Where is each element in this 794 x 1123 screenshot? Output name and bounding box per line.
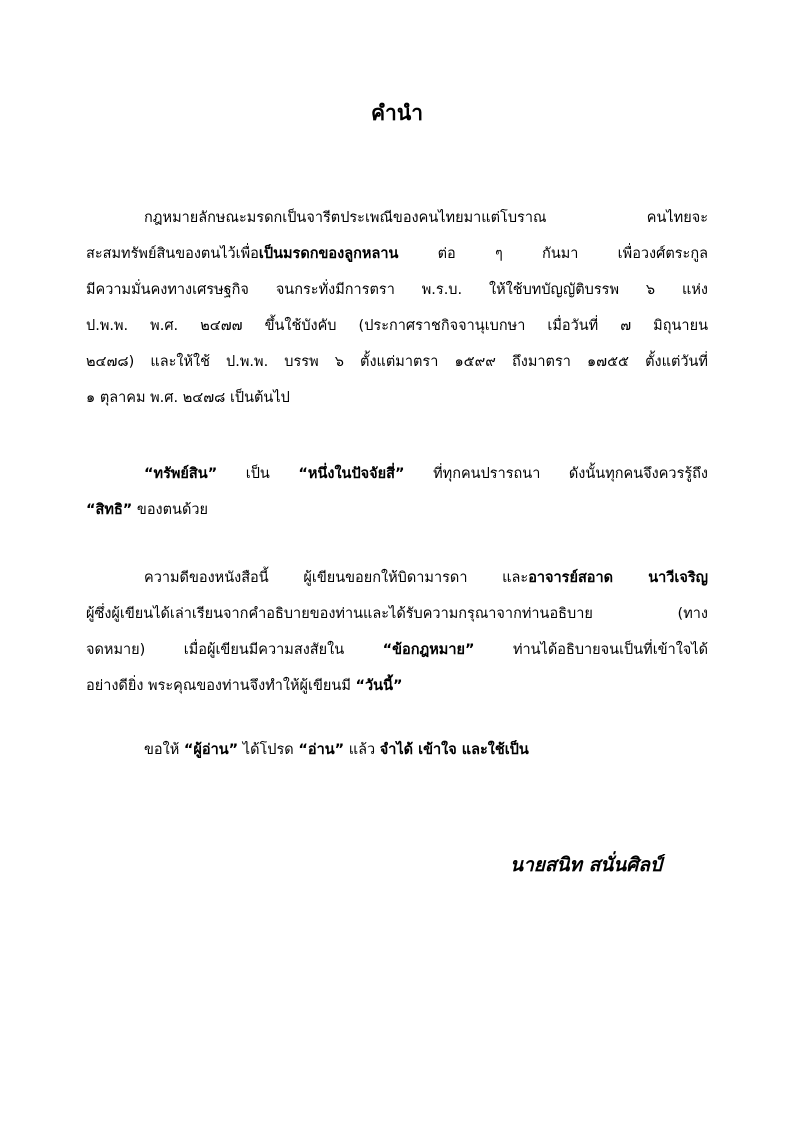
paragraph-property [86,456,708,528]
closing-bold-read: “อ่าน” [298,742,345,758]
intro-line-2-bold: เป็นมรดกของลูกหลาน [258,246,399,262]
ack-text-4a: อย่างดียิ่ง พระคุณของท่านจึงทำให้ผู้เขียนมี [86,678,356,694]
intro-line-5: ๒๔๗๘) และให้ใช้ ป.พ.พ. บรรพ ๖ ตั้งแต่มาตรา ๑๕๙๙ ถึงมาตรา ๑๗๕๕ ตั้งแต่วันที่ [86,354,708,370]
closing-text-3: แล้ว [344,742,380,758]
page-title: คำนำ [371,101,423,125]
intro-line-6: ๑ ตุลาคม พ.ศ. ๒๔๗๘ เป็นต้นไป [86,390,290,406]
intro-line-3: มีความมั่นคงทางเศรษฐกิจ จนกระทั่งมีการตรา พ.ร.บ. ให้ใช้บทบัญญัติบรรพ ๖ แห่ง [86,282,708,298]
closing-bold-use: จำได้ เข้าใจ และใช้เป็น [379,742,529,758]
intro-line-1: กฎหมายลักษณะมรดกเป็นจารีตประเพณีของคนไทยมาแต่โบราณ คนไทยจะ [144,210,708,226]
paragraph-acknowledgement [86,560,708,704]
property-bold-1: “ทรัพย์สิน” [144,466,218,482]
ack-bold-teacher: อาจารย์สอาด นาวีเจริญ [528,570,708,586]
paragraph-closing [86,732,708,768]
closing-text-2: ได้โปรด [238,742,299,758]
closing-bold-reader: “ผู้อ่าน” [183,742,239,758]
intro-line-2a: สะสมทรัพย์สินของตนไว้เพื่อ [86,246,259,262]
property-text-1: เป็น [217,466,299,482]
ack-line-2: ผู้ซึ่งผู้เขียนได้เล่าเรียนจากคำอธิบายของท่านและได้รับความกรุณาจากท่านอธิบาย (ทาง [86,606,708,622]
paragraph-intro [86,200,708,416]
intro-line-4: ป.พ.พ. พ.ศ. ๒๔๗๗ ขึ้นใช้บังคับ (ประกาศราชกิจจานุเบกษา เมื่อวันที่ ๗ มิถุนายน [86,318,708,334]
ack-text-1: ความดีของหนังสือนี้ ผู้เขียนขอยกให้บิดามารดา และ [144,570,529,586]
ack-bold-today: “วันนี้” [355,678,403,694]
property-bold-2: “หนึ่งในปัจจัยสี่” [298,466,405,482]
property-bold-3: “สิทธิ” [86,502,133,518]
property-text-3: ของตนด้วย [132,502,209,518]
ack-text-3a: จดหมาย) เมื่อผู้เขียนมีความสงสัยใน [86,642,383,658]
ack-text-3b: ท่านได้อธิบายจนเป็นที่เข้าใจได้ [474,642,709,658]
intro-line-2c: ต่อ ๆ กันมา เพื่อวงศ์ตระกูล [398,246,708,262]
ack-bold-law: “ข้อกฎหมาย” [382,642,475,658]
author-signature: นายสนิท สนั่นศิลป์ [510,854,662,876]
closing-text-1: ขอให้ [144,742,184,758]
property-text-2: ที่ทุกคนปรารถนา ดังนั้นทุกคนจึงควรรู้ถึง [404,466,709,482]
